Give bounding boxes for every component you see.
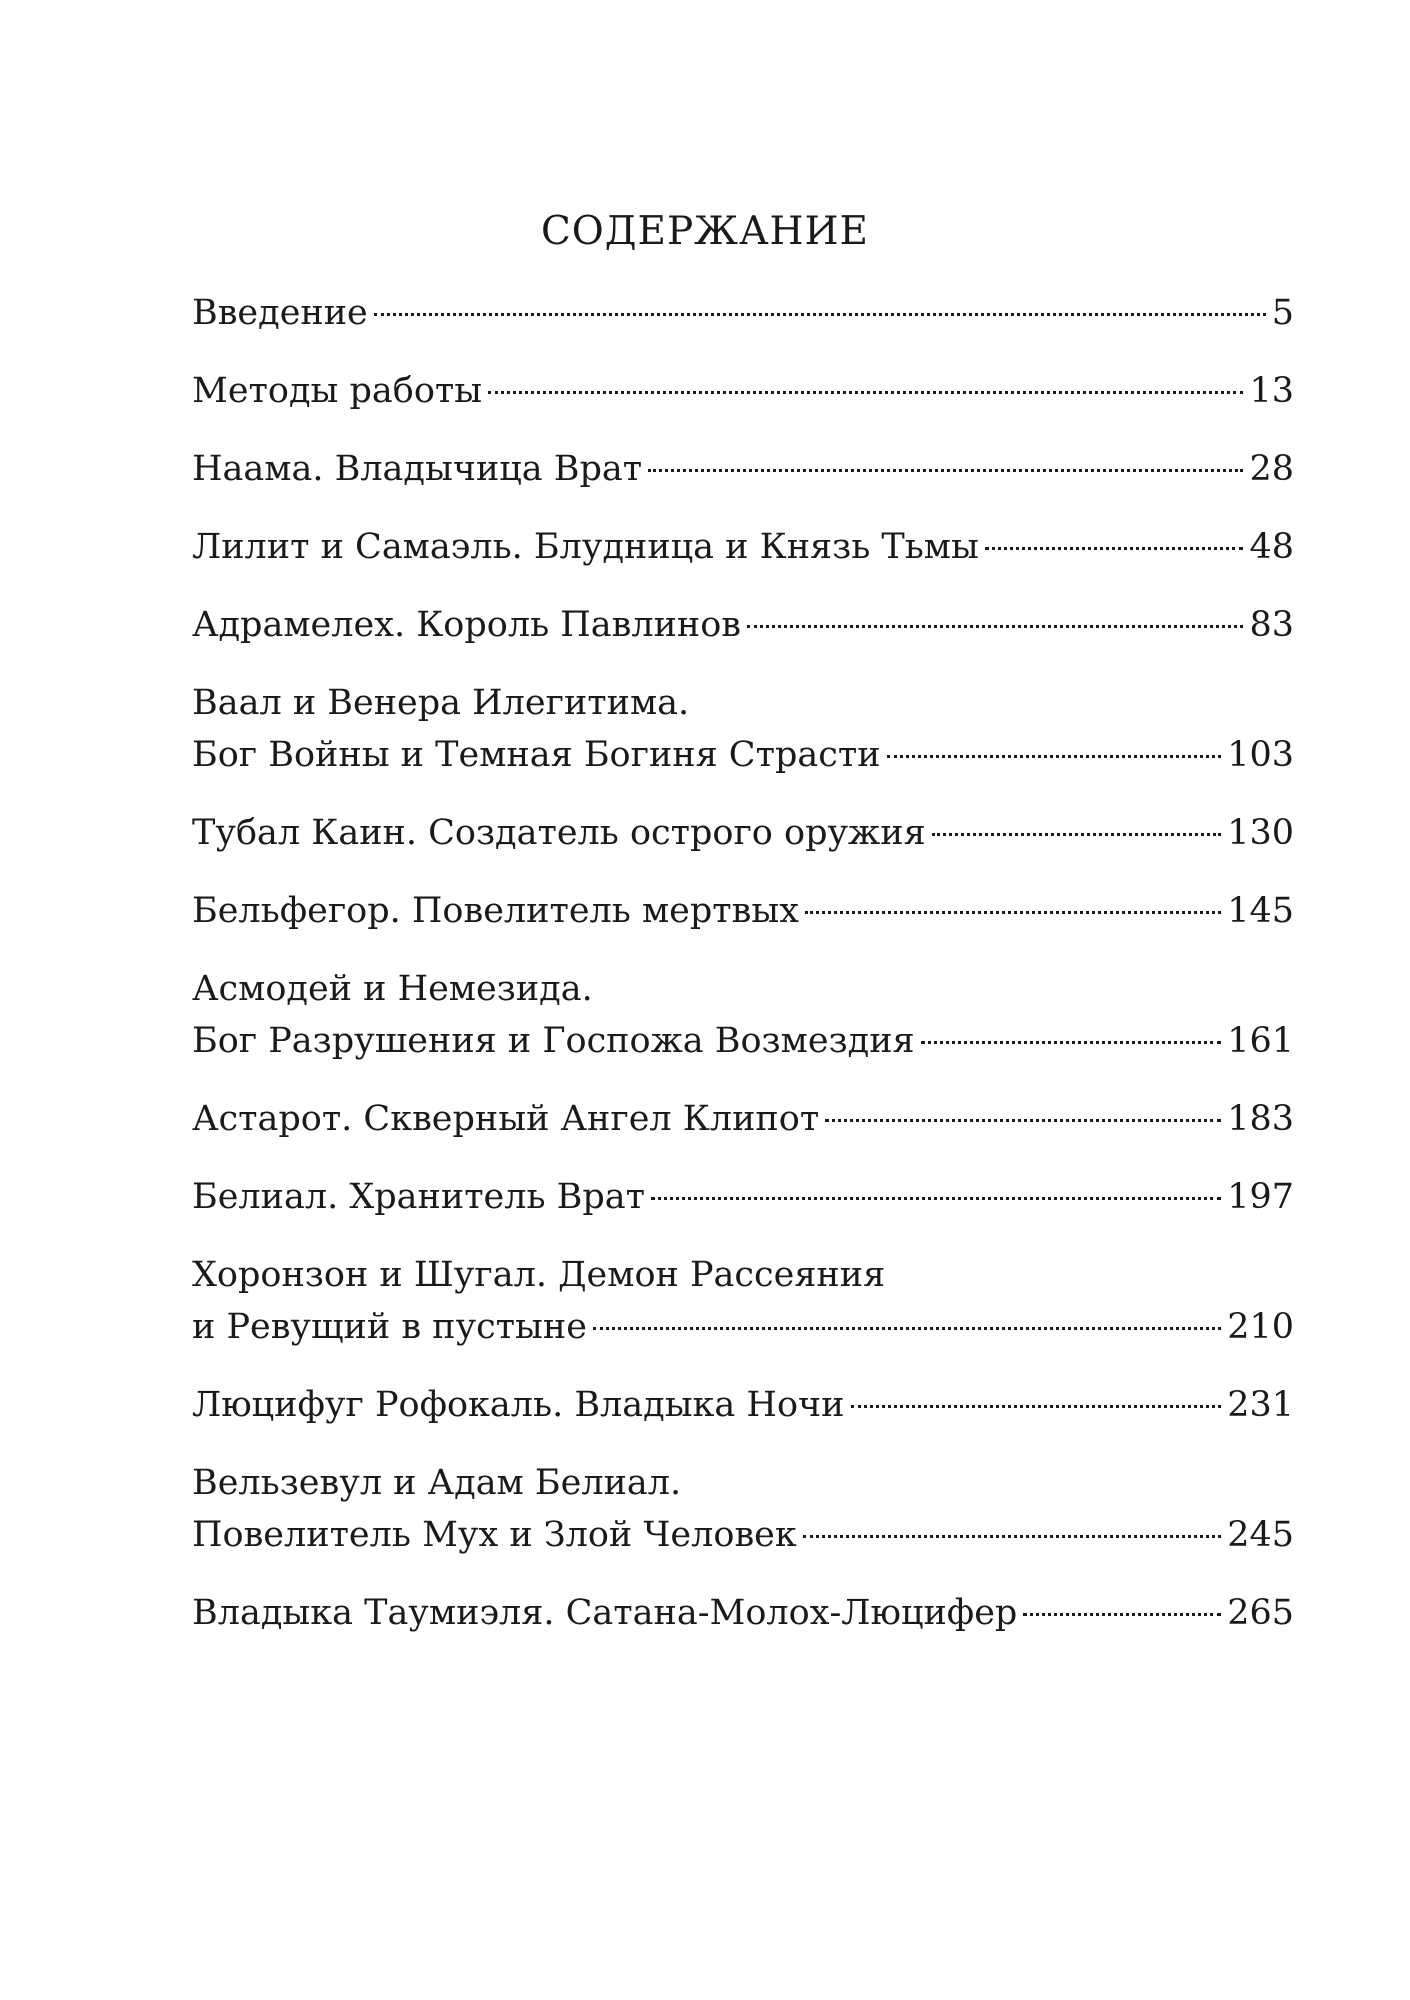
dot-leader [985,547,1244,550]
toc-entry-title: Бельфегор. Повелитель мертвых [192,891,799,931]
toc-entry-page: 48 [1249,527,1294,567]
toc-entry[interactable] [192,1093,1294,1145]
dot-leader [1023,1613,1221,1616]
toc-entry[interactable] [192,1379,1294,1431]
toc-entry-row [192,1509,1294,1561]
toc-entry-title: Повелитель Мух и Злой Человек [192,1515,797,1555]
dot-leader [803,1535,1221,1538]
toc-entry-title: Белиал. Хранитель Врат [192,1177,646,1217]
toc-entry-page: 161 [1227,1021,1294,1061]
toc-entry[interactable] [192,521,1294,573]
dot-leader [887,755,1222,758]
toc-entry-row [192,807,1294,859]
toc-entry[interactable] [192,365,1294,417]
dot-leader [374,313,1266,316]
toc-entry-page: 130 [1227,813,1294,853]
toc-entry-title: и Ревущий в пустыне [192,1307,587,1347]
toc-entry-row [192,1587,1294,1639]
toc-entry-title: Лилит и Самаэль. Блудница и Князь Тьмы [192,527,979,567]
toc-entry-row [192,521,1294,573]
dot-leader [932,833,1222,836]
toc-entry-title: Бог Войны и Темная Богиня Страсти [192,735,881,775]
dot-leader [805,911,1221,914]
toc-entry-page: 13 [1249,371,1294,411]
toc-entry[interactable] [192,1171,1294,1223]
toc-entry[interactable] [192,287,1294,339]
toc-entry[interactable] [192,599,1294,651]
toc-entry-row [192,885,1294,937]
toc-entry[interactable] [192,885,1294,937]
toc-entry-page: 210 [1227,1307,1294,1347]
toc-entry-page: 145 [1227,891,1294,931]
toc-entry-title: Люцифуг Рофокаль. Владыка Ночи [192,1385,845,1425]
toc-entry-row [192,1093,1294,1145]
dot-leader [851,1405,1222,1408]
toc-entry[interactable] [192,443,1294,495]
toc-entry-row [192,1171,1294,1223]
toc-entry-title: Астарот. Скверный Ангел Клипот [192,1099,820,1139]
toc-entry-title: Методы работы [192,371,483,411]
toc-entry-title: Тубал Каин. Создатель острого оружия [192,813,926,853]
toc-entry-title-line1: Асмодей и Немезида. [192,969,593,1009]
toc-entry-title: Адрамелех. Король Павлинов [192,605,742,645]
toc-entry[interactable] [192,963,1294,1067]
toc-entry-page: 83 [1249,605,1294,645]
toc-entry-title: Введение [192,293,368,333]
toc-entry-row [192,599,1294,651]
table-of-contents [192,287,1294,1665]
toc-entry-row [192,365,1294,417]
toc-entry-title: Бог Разрушения и Госпожа Возмездия [192,1021,915,1061]
toc-entry-row [192,287,1294,339]
toc-entry-row [192,1301,1294,1353]
toc-entry[interactable] [192,1249,1294,1353]
dot-leader [651,1197,1221,1200]
toc-entry-page: 103 [1227,735,1294,775]
dot-leader [921,1041,1222,1044]
toc-entry-title-line1: Ваал и Венера Илегитима. [192,683,690,723]
toc-entry[interactable] [192,807,1294,859]
toc-entry-page: 197 [1227,1177,1294,1217]
dot-leader [825,1119,1221,1122]
toc-entry-page: 5 [1271,293,1294,333]
toc-entry-row [192,443,1294,495]
toc-entry-page: 231 [1227,1385,1294,1425]
toc-entry[interactable] [192,1457,1294,1561]
dot-leader [488,391,1243,394]
toc-entry-row [192,1379,1294,1431]
toc-entry-page: 183 [1227,1099,1294,1139]
toc-entry-row [192,729,1294,781]
toc-entry-title: Владыка Таумиэля. Сатана-Молох-Люцифер [192,1593,1018,1633]
toc-entry-title-line1: Хоронзон и Шугал. Демон Рассеяния [192,1255,886,1295]
toc-entry-title-line1: Вельзевул и Адам Белиал. [192,1463,682,1503]
toc-entry-title: Наама. Владычица Врат [192,449,643,489]
dot-leader [747,625,1243,628]
page-title: СОДЕРЖАНИЕ [540,209,870,254]
dot-leader [648,469,1243,472]
dot-leader [593,1327,1221,1330]
toc-entry[interactable] [192,1587,1294,1639]
toc-entry-row [192,1015,1294,1067]
toc-entry-page: 265 [1227,1593,1294,1633]
toc-entry[interactable] [192,677,1294,781]
toc-entry-page: 245 [1227,1515,1294,1555]
toc-entry-page: 28 [1249,449,1294,489]
